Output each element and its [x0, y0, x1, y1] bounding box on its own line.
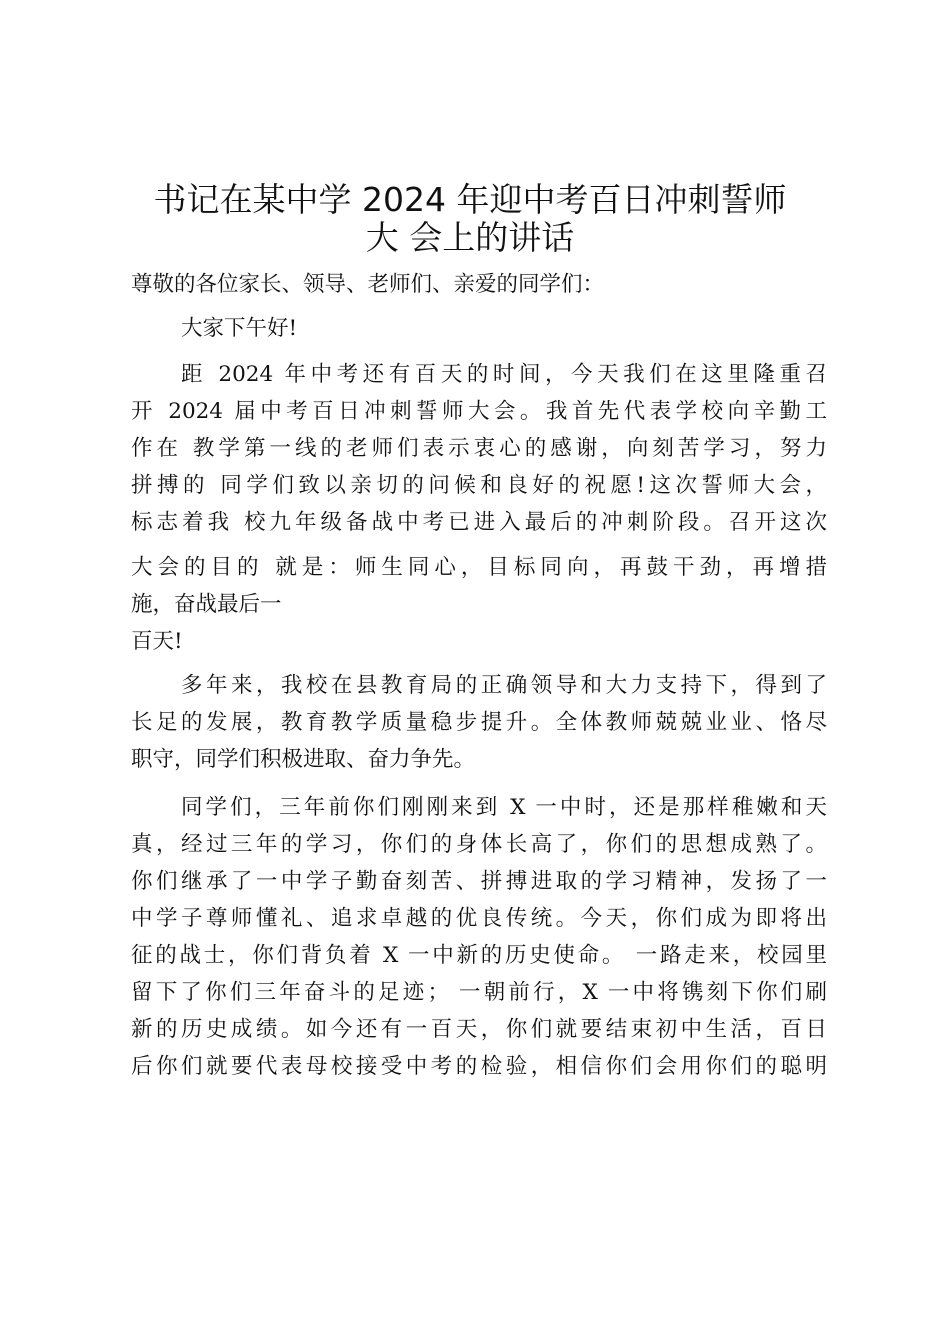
paragraph-1-line: 开 2024 届中考百日冲刺誓师大会。我首先代表学校向辛勤工	[131, 399, 827, 424]
paragraph-1-line: 百天!	[131, 629, 183, 654]
paragraph-1-line: 距 2024 年中考还有百天的时间，今天我们在这里隆重召	[181, 362, 827, 387]
paragraph-1-line: 施，奋战最后一	[131, 592, 282, 617]
paragraph-2-line: 职守，同学们积极进取、奋力争先。	[131, 747, 476, 772]
greeting: 大家下午好!	[181, 316, 298, 341]
paragraph-3-line: 真，经过三年的学习，你们的身体长高了，你们的思想成熟了。	[131, 832, 827, 857]
title-line-1: 书记在某中学 2024 年迎中考百日冲刺誓师	[153, 180, 787, 219]
salutation: 尊敬的各位家长、领导、老师们、亲爱的同学们：	[131, 272, 605, 297]
paragraph-2-line: 长足的发展，教育教学质量稳步提升。全体教师兢兢业业、恪尽	[131, 710, 827, 735]
paragraph-3-line: 后你们就要代表母校接受中考的检验，相信你们会用你们的聪明	[131, 1054, 827, 1079]
title-line-2: 大 会上的讲话	[365, 218, 575, 257]
paragraph-3-line: 中学子尊师懂礼、追求卓越的优良传统。今天，你们成为即将出	[131, 906, 827, 931]
paragraph-3-line: 征的战士，你们背负着 X 一中新的历史使命。 一路走来，校园里	[131, 943, 827, 968]
paragraph-3-line: 留下了你们三年奋斗的足迹； 一朝前行，X 一中将镌刻下你们刷	[131, 980, 827, 1005]
paragraph-2-line: 多年来，我校在县教育局的正确领导和大力支持下，得到了	[181, 673, 827, 698]
paragraph-1-line: 拼搏的 同学们致以亲切的问候和良好的祝愿!这次誓师大会，	[131, 473, 827, 498]
paragraph-1-line: 大会的目的 就是：师生同心，目标同向，再鼓干劲，再增措	[131, 555, 827, 580]
paragraph-3-line: 同学们，三年前你们刚刚来到 X 一中时，还是那样稚嫩和天	[181, 795, 827, 820]
paragraph-1-line: 作在 教学第一线的老师们表示衷心的感谢，向刻苦学习，努力	[131, 436, 827, 461]
paragraph-3-line: 你们继承了一中学子勤奋刻苦、拼搏进取的学习精神，发扬了一	[131, 869, 827, 894]
paragraph-3-line: 新的历史成绩。如今还有一百天，你们就要结束初中生活，百日	[131, 1017, 827, 1042]
paragraph-1-line: 标志着我 校九年级备战中考已进入最后的冲刺阶段。召开这次	[131, 510, 827, 535]
